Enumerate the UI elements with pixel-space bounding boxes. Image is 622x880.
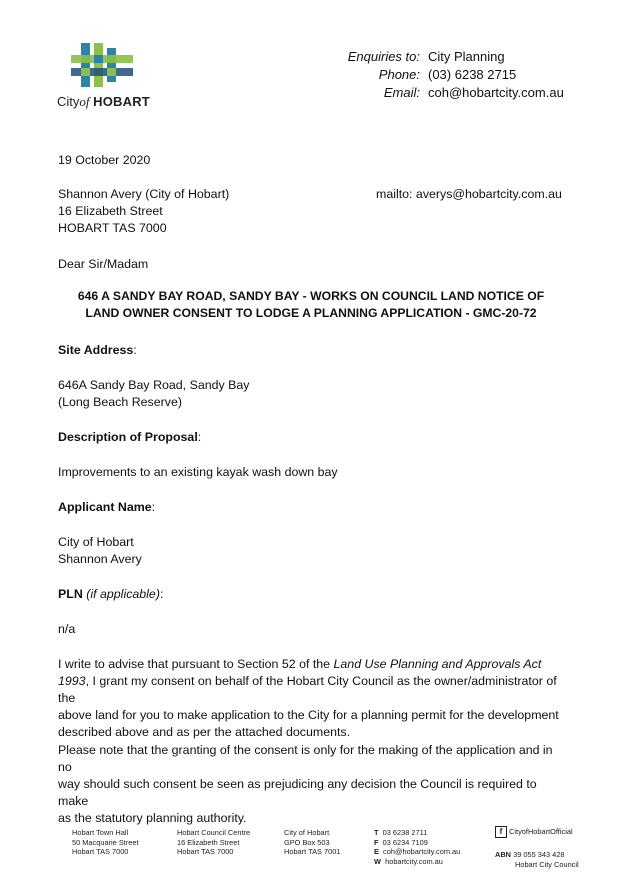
footer-line: Hobart Town Hall [72, 828, 129, 837]
phone-value: (03) 6238 2715 [428, 67, 517, 82]
enquiries-row [300, 48, 600, 66]
site-address-label: Site Address [58, 343, 134, 357]
p2-text-c: as the statutory planning authority. [58, 811, 247, 825]
recipient-street: 16 Elizabeth Street [58, 204, 163, 218]
abn-value: 39 055 343 428 [513, 850, 565, 859]
footer-line: City of Hobart [284, 828, 330, 837]
note-paragraph [58, 742, 568, 827]
footer-contacts [374, 828, 460, 866]
footer-line: Hobart TAS 7000 [72, 847, 129, 857]
applicant-name [58, 534, 142, 568]
consent-paragraph [58, 656, 568, 741]
logo-of: of [79, 94, 90, 109]
recipient-address [58, 186, 229, 237]
footer-contact-web [374, 857, 460, 867]
enquiries-value: City Planning [428, 49, 505, 64]
p1-text-d: described above and as per the attached documents. [58, 725, 351, 739]
applicant-label: Applicant Name [58, 500, 152, 514]
footer-line: GPO Box 503 [284, 837, 330, 847]
contact-value[interactable]: coh@hobartcity.com.au [383, 847, 461, 857]
email-row [300, 84, 600, 102]
abn-entity: Hobart City Council [515, 859, 579, 869]
footer-abn [495, 850, 579, 869]
footer-line: Hobart TAS 7000 [177, 847, 234, 857]
applicant-line-2: Shannon Avery [58, 552, 142, 566]
letter-heading [58, 288, 564, 322]
pln-heading: PLN (if applicable): [58, 587, 164, 601]
footer-contact-email [374, 847, 460, 857]
footer-facebook[interactable] [495, 826, 573, 838]
pln-label: PLN [58, 587, 83, 601]
pln-value: n/a [58, 622, 76, 636]
contact-value: 03 6234 7109 [382, 837, 428, 847]
contact-value: 03 6238 2711 [382, 828, 428, 837]
site-address [58, 377, 250, 411]
description-text: Improvements to an existing kayak wash down bay [58, 465, 338, 479]
logo-hobart: HOBART [93, 94, 150, 109]
site-address-line-2: (Long Beach Reserve) [58, 395, 182, 409]
footer-contact-fax [374, 838, 460, 848]
abn-label: ABN [495, 850, 512, 859]
description-heading: Description of Proposal: [58, 430, 202, 444]
footer-council-centre [177, 828, 250, 857]
p1-act-year: 1993 [58, 674, 86, 688]
email-value[interactable]: coh@hobartcity.com.au [428, 85, 564, 100]
footer-line: 16 Elizabeth Street [177, 837, 240, 847]
site-address-line-1: 646A Sandy Bay Road, Sandy Bay [58, 378, 250, 392]
p1-text-c: above land for you to make application to the City for a planning permit for the development [58, 708, 559, 722]
recipient-name: Shannon Avery (City of Hobart) [58, 187, 230, 201]
logo-city: City [57, 94, 80, 109]
contact-key: T [374, 828, 379, 837]
heading-line-2: LAND OWNER CONSENT TO LODGE A PLANNING APPLICATION - GMC-20-72 [85, 306, 537, 320]
salutation: Dear Sir/Madam [58, 257, 149, 271]
p2-text-a: Please note that the granting of the consent is only for the making of the application and in no [58, 743, 553, 774]
letter-date: 19 October 2020 [58, 153, 151, 167]
p1-text-a: I write to advise that pursuant to Section 52 of the [58, 657, 334, 671]
p2-text-b: way should such consent be seen as prejudicing any decision the Council is required to make [58, 777, 537, 808]
enquiries-block [300, 48, 600, 102]
footer-postal [284, 828, 340, 857]
facebook-icon: f [495, 826, 507, 838]
phone-label: Phone: [378, 67, 420, 82]
p1-text-b: , I grant my consent on behalf of the Hobart City Council as the owner/administrator of the [58, 674, 557, 705]
footer-line: Hobart Council Centre [177, 828, 251, 837]
recipient-city: HOBART TAS 7000 [58, 221, 167, 235]
logo-mark-icon [55, 40, 165, 92]
contact-value[interactable]: hobartcity.com.au [385, 856, 443, 866]
phone-row [300, 66, 600, 84]
enquiries-label: Enquiries to: [347, 49, 420, 64]
footer-contact-phone [374, 828, 460, 838]
footer-town-hall [72, 828, 139, 857]
contact-key: W [374, 856, 381, 866]
recipient-mailto[interactable]: mailto: averys@hobartcity.com.au [376, 187, 562, 201]
facebook-handle: CityofHobartOfficial [509, 826, 573, 836]
footer-line: 50 Macquarie Street [72, 837, 139, 847]
contact-key: F [374, 837, 379, 847]
description-label: Description of Proposal [58, 430, 198, 444]
pln-note: (if applicable) [86, 587, 160, 601]
heading-line-1: 646 A SANDY BAY ROAD, SANDY BAY - WORKS ON COUNCIL LAND NOTICE OF [77, 289, 545, 303]
p1-act-title: Land Use Planning and Approvals Act [333, 657, 542, 671]
applicant-line-1: City of Hobart [58, 535, 134, 549]
footer-line: Hobart TAS 7001 [284, 847, 341, 857]
applicant-heading: Applicant Name: [58, 500, 156, 514]
contact-key: E [374, 847, 379, 857]
email-label: Email: [383, 85, 420, 100]
site-address-heading: Site Address: [58, 343, 137, 357]
logo-wordmark [57, 94, 150, 110]
